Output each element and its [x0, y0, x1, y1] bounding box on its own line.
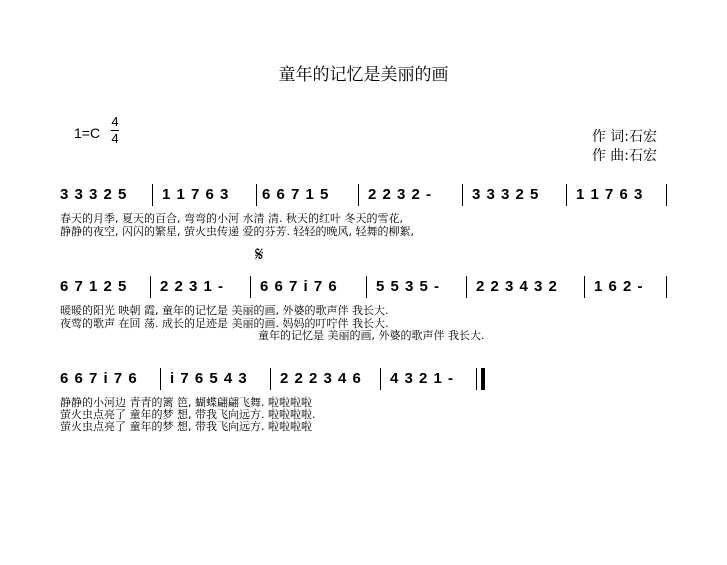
measure-2-4: 5 5 3 5 -: [376, 278, 441, 295]
measure-1-2: 1 1 7 6 3: [162, 186, 230, 203]
measure-3-1: 6 6 7 i 7 6: [60, 370, 138, 387]
measure-3-3: 2 2 2 3 4 6: [280, 370, 362, 387]
barline: [566, 184, 567, 206]
measure-1-1: 3 3 3 2 5: [60, 186, 128, 203]
barline: [150, 276, 151, 298]
segno-icon: 𝄋: [255, 242, 264, 266]
lyric-line-2-3: 童年的记忆是 美丽的画, 外婆的歌声伴 我长大.: [258, 329, 485, 342]
lyricist-credit: 作 词:石宏: [591, 129, 657, 145]
barline: [160, 368, 161, 390]
time-signature-top: 4: [111, 114, 119, 129]
lyric-line-2-1: 暖暖的阳光 映朝 霞, 童年的记忆是 美丽的画, 外婆的歌声伴 我长大.: [60, 304, 389, 317]
barline: [584, 276, 585, 298]
barline: [358, 184, 359, 206]
measure-2-5: 2 2 3 4 3 2: [476, 278, 558, 295]
measure-1-4: 2 2 3 2 -: [368, 186, 433, 203]
barline: [270, 368, 271, 390]
measure-2-2: 2 2 3 1 -: [160, 278, 225, 295]
lyric-line-2-2: 夜莺的歌声 在回 荡. 成长的足迹是 美丽的画. 妈妈的叮咛伴 我长大.: [60, 317, 389, 330]
final-barline-thin: [476, 368, 477, 390]
key-signature: 1=C: [74, 125, 101, 141]
measure-2-3: 6 6 7 i 7 6: [260, 278, 338, 295]
lyric-line-3-3: 萤火虫点亮了 童年的梦 想, 带我飞向远方. 啦啦啦啦: [60, 420, 312, 433]
measure-2-1: 6 7 1 2 5: [60, 278, 128, 295]
barline: [666, 184, 667, 206]
lyric-line-1-2: 静静的夜空, 闪闪的繁星, 萤火虫传递 爱的芬芳. 轻轻的晚风, 轻舞的柳絮,: [60, 225, 414, 238]
barline: [152, 184, 153, 206]
barline: [666, 276, 667, 298]
song-title: 童年的记忆是美丽的画: [278, 65, 449, 85]
measure-1-3: 6 6 7 1 5: [262, 186, 330, 203]
barline: [462, 184, 463, 206]
final-barline-thick: [481, 368, 485, 390]
lyric-line-3-1: 静静的小河边 青青的篱 笆, 蝴蝶翩翩飞舞. 啦啦啦啦: [60, 396, 312, 409]
barline: [256, 184, 257, 206]
lyric-line-1-1: 春天的月季, 夏天的百合, 弯弯的小河 水清 清. 秋天的红叶 冬天的雪花,: [60, 212, 403, 225]
time-signature: [110, 114, 120, 147]
barline: [466, 276, 467, 298]
barline: [366, 276, 367, 298]
measure-3-2: i 7 6 5 4 3: [170, 370, 248, 387]
lyric-line-3-2: 萤火虫点亮了 童年的梦 想, 带我飞向远方. 啦啦啦啦.: [60, 408, 316, 421]
composer-credit: 作 曲:石宏: [591, 148, 657, 164]
measure-1-5: 3 3 3 2 5: [472, 186, 540, 203]
measure-1-6: 1 1 7 6 3: [576, 186, 644, 203]
barline: [380, 368, 381, 390]
barline: [250, 276, 251, 298]
measure-2-6: 1 6 2 -: [594, 278, 644, 295]
time-signature-bottom: 4: [111, 131, 119, 146]
measure-3-4: 4 3 2 1 -: [390, 370, 455, 387]
